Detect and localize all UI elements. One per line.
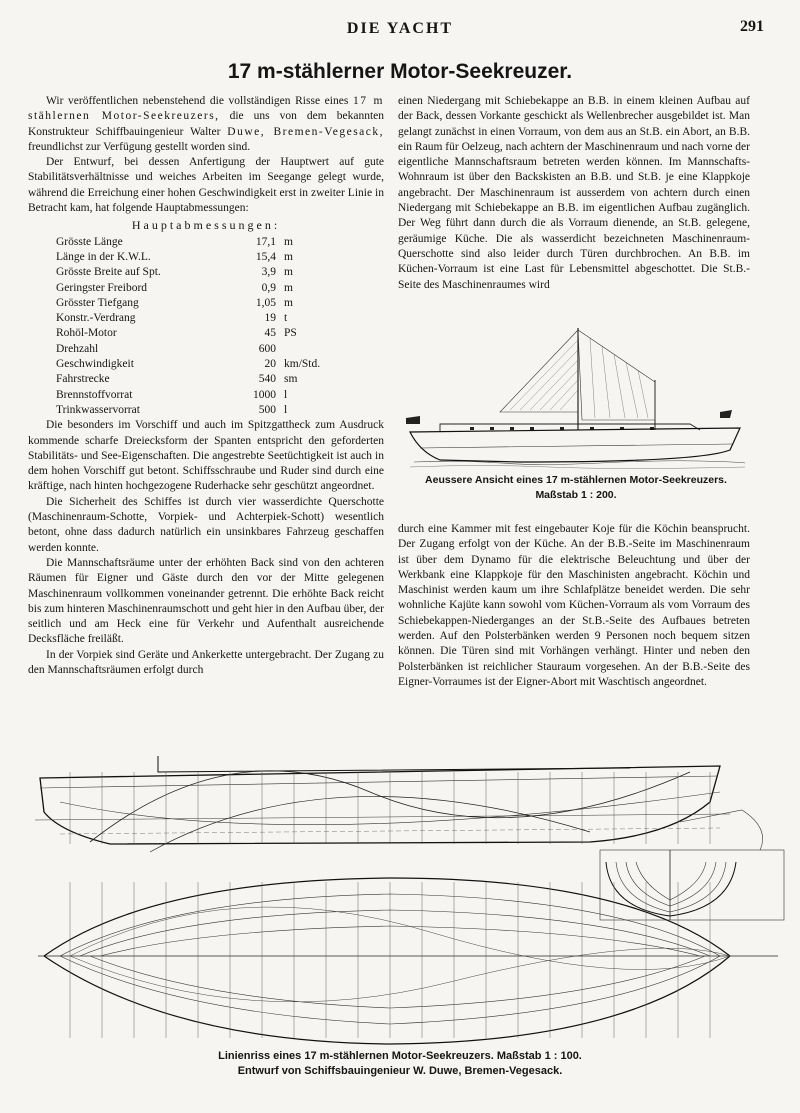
exterior-caption-line2: Maßstab 1 : 200. bbox=[535, 489, 617, 501]
dimension-row bbox=[56, 235, 320, 250]
body-paragraph: In der Vorpiek sind Geräte und Ankerkette untergebracht. Der Zugang zu den Mannschaftsräumen erfolgt durch bbox=[28, 648, 384, 676]
dimension-label: Grösster Tiefgang bbox=[56, 296, 139, 309]
dimension-unit: l bbox=[284, 403, 288, 416]
dimension-row bbox=[56, 357, 320, 372]
dimension-unit: km/Std. bbox=[284, 358, 321, 371]
dimension-label: Länge in der K.W.L. bbox=[56, 250, 151, 263]
left-column bbox=[28, 94, 384, 678]
dimension-unit: sm bbox=[284, 373, 298, 386]
intro-text-b: die uns von dem bekannten Konstrukteur Schiffbauingenieur Walter bbox=[28, 110, 384, 138]
dimensions-heading: Hauptabmessungen: bbox=[131, 218, 281, 233]
body-paragraph: Die Sicherheit des Schiffes ist durch vier wasserdichte Querschotte (Maschinenraum-Schotte, Vorpiek- und Achterpiek-Schott) wesentlich betont, ohne dass dadurch natürlich ein unsinkbares Fahrzeug geschaffen werden konnte. bbox=[28, 495, 384, 554]
right-column-bottom bbox=[398, 522, 750, 690]
dimension-unit: PS bbox=[284, 327, 297, 340]
dimension-label: Konstr.-Verdrang bbox=[56, 312, 136, 325]
intro-text-a: Wir veröffentlichen nebenstehend die vollständigen Risse eines bbox=[46, 95, 349, 107]
dimension-label: Grösste Breite auf Spt. bbox=[56, 266, 161, 279]
dimension-label: Rohöl-Motor bbox=[56, 327, 117, 340]
dimension-label: Trinkwasservorrat bbox=[56, 403, 140, 416]
dimension-value: 19 bbox=[264, 312, 276, 325]
right-top-paragraph: einen Niedergang mit Schiebekappe an B.B. in einem kleinen Aufbau auf der Back, dessen Vorkante geschickt als Wellenbrecher ausgebildet ist. Man gelangt zunächst in einen Vorraum, von dem aus an St.B. ein Abort, an B.B. ein Raum für Oelzeug, nach achtern der Maschinenraum und nach vorne der eigentliche Mannschaftsraum betreten werden können. Im Mannschafts-Wohnraum ist über den Backskisten an B.B. und St.B. je eine Klappkoje angebracht. Der Maschinenraum ist ausserdem von achtern durch einen Niedergang mit Schiebekappe an B.B. im eigentlichen Aufbau zugänglich. Der Weg führt dann durch die als Vorraum dienende, an St.B. gelegene, geräumige Küche. Die als wasserdicht bezeichneten Maschinenraum-Querschotte sind also leider durch Türen durchbrochen. An B.B. im Küchen-Vorraum ist eine Last für Lebensmittel abgeschottet. Die St.B.-Seite des Maschinenraumes wird bbox=[398, 95, 750, 291]
dimension-unit: m bbox=[284, 281, 293, 294]
intro-spaced-b: Duwe, Bremen-Vegesack, bbox=[227, 125, 385, 138]
dimension-row bbox=[56, 265, 320, 280]
dimension-row bbox=[56, 372, 320, 387]
dimension-row bbox=[56, 296, 320, 311]
intro-text-c: freundlichst zur Verfügung gestellt worden sind. bbox=[28, 140, 251, 153]
page-number: 291 bbox=[740, 18, 764, 35]
dimension-label: Grösste Länge bbox=[56, 235, 123, 248]
dimension-value: 3,9 bbox=[261, 266, 276, 279]
dimension-label: Geringster Freibord bbox=[56, 281, 148, 294]
dimension-row bbox=[56, 388, 320, 403]
dimension-unit: t bbox=[284, 312, 288, 325]
intro-paragraph-2: Der Entwurf, bei dessen Anfertigung der Hauptwert auf gute Stabilitätsverhältnisse und weiches Arbeiten im Seegange gelegt wurde, während die Erreichung einer hohen Geschwindigkeit erst in zweiter Linie in Betracht kam, hat folgende Hauptabmessungen: bbox=[28, 156, 384, 215]
dimension-value: 600 bbox=[258, 342, 276, 355]
dimension-unit: m bbox=[284, 250, 293, 263]
right-column-top bbox=[398, 94, 750, 293]
dimension-row bbox=[56, 281, 320, 296]
dimension-row bbox=[56, 250, 320, 265]
body-paragraph: Die besonders im Vorschiff und auch im Spitzgattheck zum Ausdruck kommende scharfe Dreiecksform der Spanten entspricht den geforderten Stabilitäts- und See-Eigenschaften. Die angestrebte Seetüchtigkeit ist auch in dem hohen Vorschiff gut betont. Schiffsschraube und Ruder sind durch eine kräftige, nach hinten hochgezogene Ruderhacke sehr geschützt angeordnet. bbox=[28, 419, 384, 493]
dimension-row bbox=[56, 326, 320, 341]
exterior-caption-line1: Aeussere Ansicht eines 17 m-stählernen Motor-Seekreuzers. bbox=[425, 474, 727, 486]
dimension-unit: m bbox=[284, 235, 293, 248]
dimension-unit: m bbox=[284, 296, 293, 309]
dimension-value: 15,4 bbox=[255, 250, 276, 263]
dimension-value: 500 bbox=[258, 403, 276, 416]
dimension-label: Geschwindigkeit bbox=[56, 358, 134, 371]
lines-plan-caption-line2: Entwurf von Schiffsbauingenieur W. Duwe, Bremen-Vegesack. bbox=[237, 1065, 563, 1077]
dimensions-table bbox=[56, 235, 320, 419]
intro-paragraph-1 bbox=[28, 94, 384, 155]
dimension-value: 17,1 bbox=[255, 235, 276, 248]
lines-plan-caption-line1: Linienriss eines 17 m-stählernen Motor-Seekreuzers. Maßstab 1 : 100. bbox=[218, 1050, 582, 1062]
dimension-value: 540 bbox=[258, 373, 276, 386]
dimension-row bbox=[56, 342, 320, 357]
dimension-unit: m bbox=[284, 266, 293, 279]
dimension-value: 20 bbox=[264, 358, 276, 371]
dimension-row bbox=[56, 403, 320, 418]
dimension-label: Brennstoffvorrat bbox=[56, 388, 133, 401]
dimension-unit bbox=[282, 342, 320, 357]
dimension-unit: l bbox=[284, 388, 288, 401]
right-bottom-paragraph: durch eine Kammer mit fest eingebauter Koje für die Köchin beansprucht. Der Zugang erfolgt von der Küche. An der B.B.-Seite im Maschinenraum ist über dem Dynamo für die elektrische Beleuchtung und über der Werkbank eine Klappkoje für den Maschinisten angebracht. Köchin und Maschinist werden kaum um ihre Schlafplätze beneidet werden. Die sehr wohnliche Kajüte kann sowohl vom Küchen-Vorraum als vom Vorraum des Schiebekappen-Niederganges an der St.B.-Seite des Aufbaues betreten werden. Auf den Polsterbänken werden 9 Personen noch bequem sitzen können. Die Türen sind mit Vorhängen verhängt. Hinter und neben den Polsterbänken ist reichlicher Stauraum vorgesehen. An der B.B.-Seite des Eigner-Vorraumes ist der Eigner-Abort mit Waschtisch angeordnet. bbox=[398, 523, 750, 688]
dimension-label: Drehzahl bbox=[56, 342, 99, 355]
dimension-value: 0,9 bbox=[261, 281, 276, 294]
dimension-value: 1000 bbox=[253, 388, 276, 401]
dimension-row bbox=[56, 311, 320, 326]
ship-exterior-drawing bbox=[400, 320, 750, 470]
article-title: 17 m-stählerner Motor-Seekreuzer. bbox=[227, 60, 573, 83]
body-paragraph: Die Mannschaftsräume unter der erhöhten Back sind von den achteren Räumen für Eigner und Gäste durch den vor der Mitte gelegenen Maschinenraum vollkommen voneinander getrennt. Die erhöhte Back reicht bis zum hinteren Maschinenraumschott und geht hier in den Aufbau über, der seitlich und am Heck eine für Verkehr und Aufenthalt ausreichende Decksfläche freiläßt. bbox=[28, 556, 384, 646]
intro-spaced-a: 17 m stählernen Motor-Seekreuzers, bbox=[28, 95, 384, 123]
dimension-label: Fahrstrecke bbox=[56, 373, 110, 386]
running-title: DIE YACHT bbox=[346, 20, 454, 37]
dimension-value: 45 bbox=[264, 327, 276, 340]
dimension-value: 1,05 bbox=[255, 296, 276, 309]
lines-plan-drawing bbox=[30, 732, 786, 1048]
